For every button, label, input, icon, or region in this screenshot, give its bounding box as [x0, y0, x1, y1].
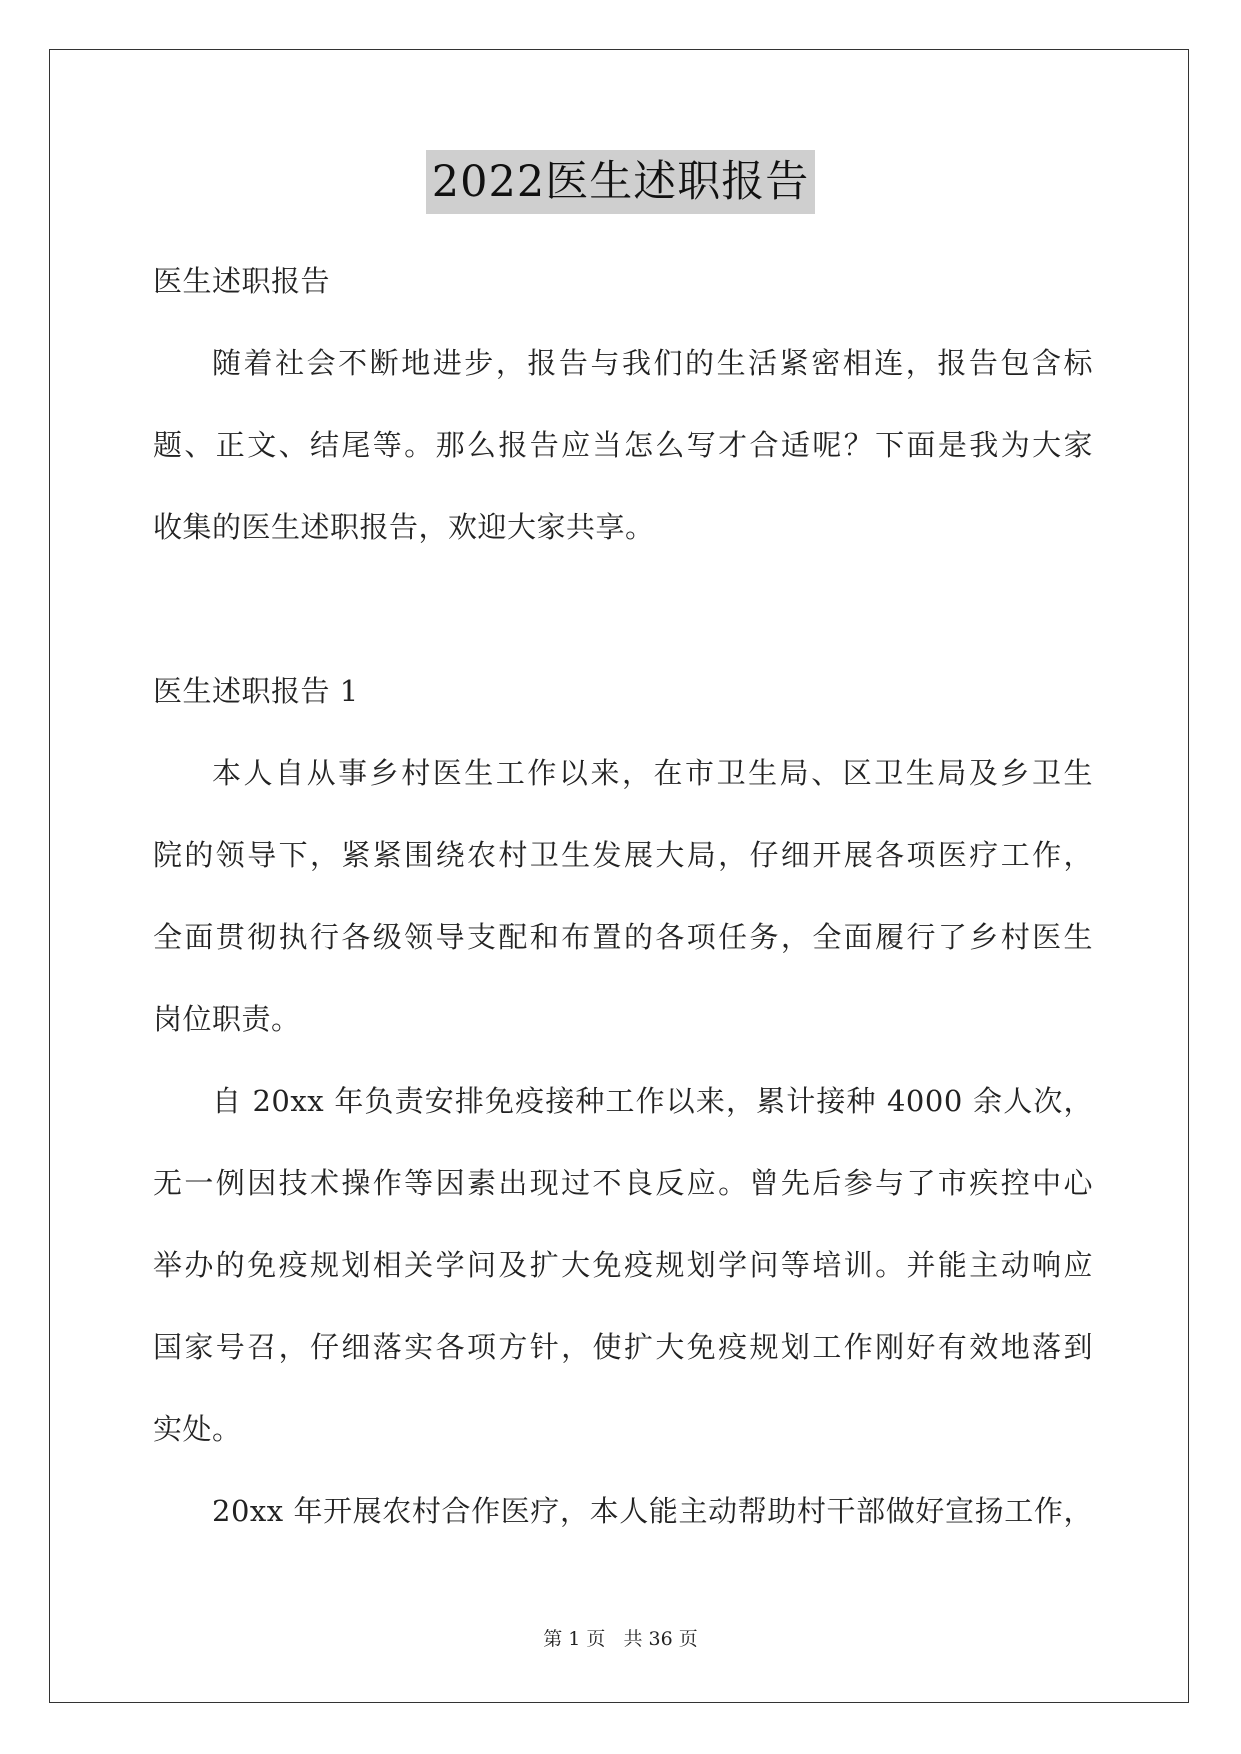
para2-line-5: 实处。 [153, 1412, 242, 1446]
title-container [0, 150, 1241, 214]
document-body [153, 262, 1093, 1574]
para2-line-2: 无一例因技术操作等因素出现过不良反应。曾先后参与了市疾控中心 [153, 1166, 1093, 1200]
para1-line-3: 全面贯彻执行各级领导支配和布置的各项任务，全面履行了乡村医生 [153, 920, 1093, 954]
intro-line-3: 收集的医生述职报告，欢迎大家共享。 [153, 510, 655, 544]
page-footer [0, 1624, 1241, 1651]
intro-line-1: 随着社会不断地进步，报告与我们的生活紧密相连，报告包含标 [212, 346, 1093, 380]
para2-line-4: 国家号召，仔细落实各项方针，使扩大免疫规划工作刚好有效地落到 [153, 1330, 1093, 1364]
doc-subtitle: 医生述职报告 [153, 264, 331, 298]
document-title: 2022医生述职报告 [426, 150, 815, 214]
page-number: 第 1 页 [543, 1628, 606, 1650]
para2-line-1: 自 20xx 年负责安排免疫接种工作以来，累计接种 4000 余人次， [212, 1084, 1093, 1118]
para3-line-1: 20xx 年开展农村合作医疗，本人能主动帮助村干部做好宣扬工作， [212, 1494, 1093, 1528]
para1-line-2: 院的领导下，紧紧围绕农村卫生发展大局，仔细开展各项医疗工作， [153, 838, 1093, 872]
section-heading-1: 医生述职报告 1 [153, 674, 359, 708]
page-total: 共 36 页 [623, 1628, 698, 1650]
intro-line-2: 题、正文、结尾等。那么报告应当怎么写才合适呢？下面是我为大家 [153, 428, 1093, 462]
para1-line-1: 本人自从事乡村医生工作以来，在市卫生局、区卫生局及乡卫生 [212, 756, 1093, 790]
para1-line-4: 岗位职责。 [153, 1002, 301, 1036]
paragraph-gap [153, 590, 1093, 672]
para2-line-3: 举办的免疫规划相关学问及扩大免疫规划学问等培训。并能主动响应 [153, 1248, 1093, 1282]
